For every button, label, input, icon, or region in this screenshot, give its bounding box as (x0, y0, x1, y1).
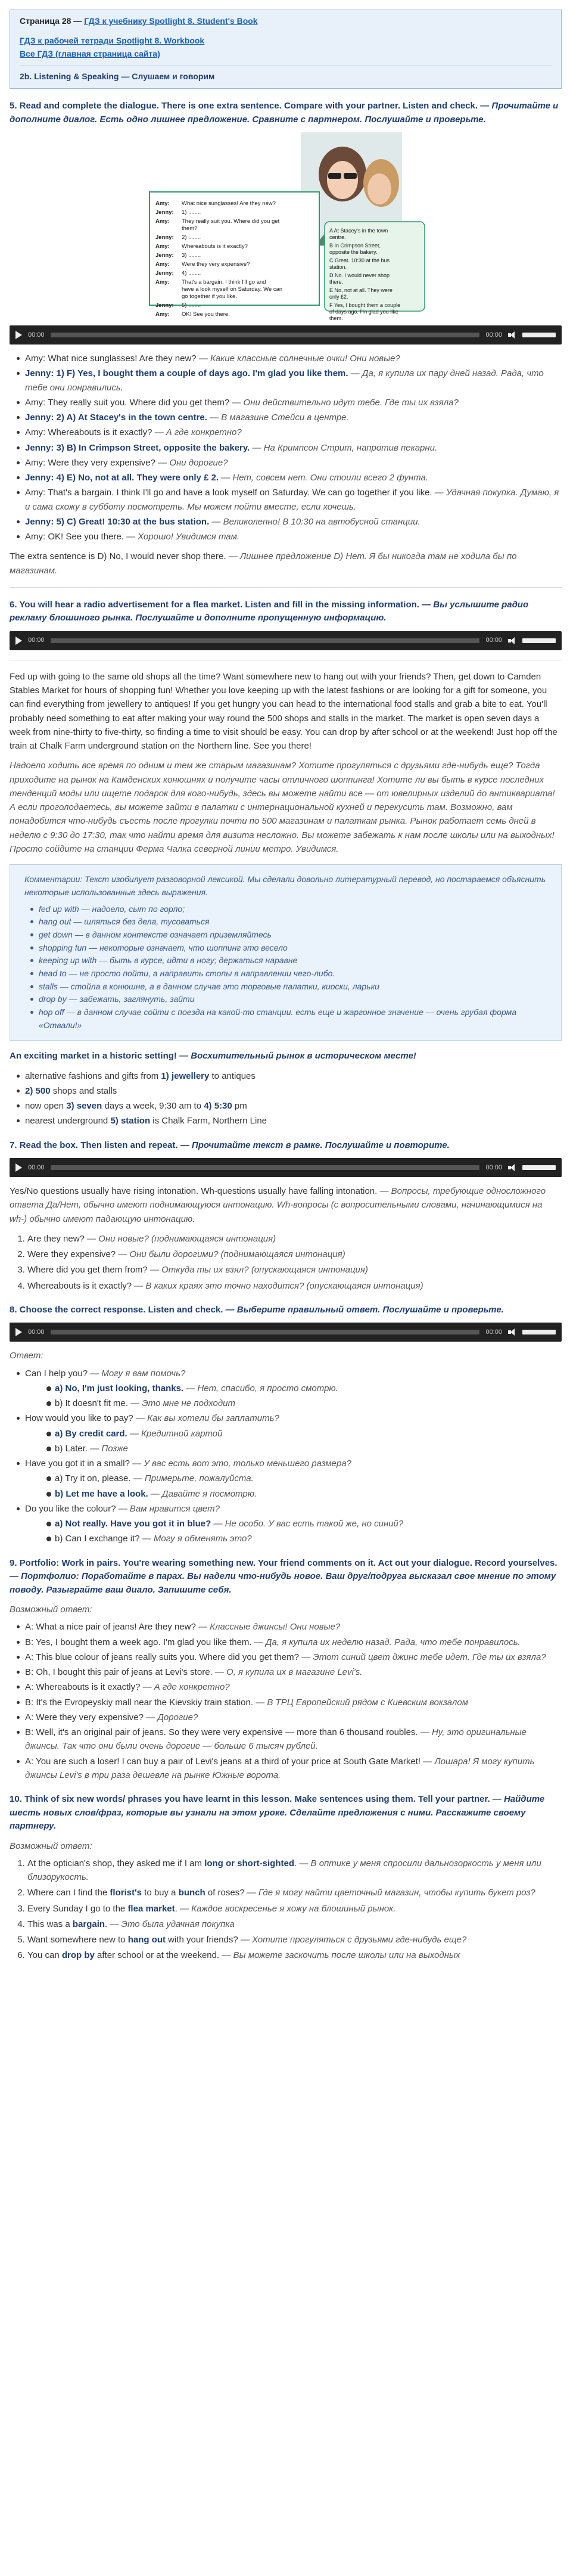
response-option: b) Can I exchange it? — Могу я обменять это? (46, 1532, 562, 1545)
dialogue-answer: Jenny: 3) B) In Crimpson Street, opposite the bakery. — На Кримпсон Стрит, напротив пекарни. (17, 441, 562, 455)
response-options (25, 1382, 562, 1411)
book-speaker: Jenny: (155, 302, 174, 309)
book-line: 5) ........ (181, 302, 201, 309)
response-option: a) Try it on, please. — Примерьте, пожалуйста. (46, 1472, 562, 1485)
book-speaker: Amy: (155, 200, 170, 207)
textbook-illustration-svg (146, 132, 426, 322)
intonation-item: 2. Were they expensive? — Они были дорогими? (поднимающаяся интонация) (27, 1247, 562, 1261)
volume-icon[interactable] (508, 1329, 516, 1336)
book-line: go together if you like. (181, 293, 237, 300)
book-speaker: Jenny: (155, 270, 174, 277)
ex8-title: 8. Choose the correct response. Listen and check. — Выберите правильный ответ. Послушайте и проверьте. (10, 1304, 504, 1315)
book-line: 1) ........ (181, 209, 201, 216)
ex5-extra-sentence: The extra sentence is D) No, I would never shop there. — Лишнее предложение D) Нет. Я бы никогда там не ходила бы по магазинам. (10, 551, 517, 576)
ex7-title: 7. Read the box. Then listen and repeat. — Прочитайте текст в рамке. Послушайте и повторите. (10, 1140, 450, 1150)
page-title (20, 15, 552, 30)
dialogue-answer: Jenny: 5) C) Great! 10:30 at the bus station. — Великолепно! В 10:30 на автобусной станции. (17, 515, 562, 529)
book-line: have a look myself on Saturday. We can (181, 286, 282, 293)
comment-item: hop off — в данном случае сойти с поезда на какой-то станции. есть еще и жаргонное значение — очень грубая форма «Отвали!» (30, 1006, 550, 1032)
volume-icon[interactable] (508, 1164, 516, 1171)
comment-item: head to — не просто пойти, а направить стопы в направлении чего-либо. (30, 967, 550, 980)
divider (10, 587, 562, 588)
sentence-item: 5. Want somewhere new to hang out with your friends? — Хотите прогуляться с друзьями где-нибудь еще? (27, 1933, 562, 1947)
comment-item: drop by — забежать, заглянуть, зайти (30, 993, 550, 1006)
dialogue-line: A: Whereabouts is it exactly? — А где конкретно? (17, 1680, 562, 1694)
ex9-title: 9. Portfolio: Work in pairs. You're wearing something new. Your friend comments on it. Act out your dialogue. Record yourselves. — Портфолио: Поработайте в парах. Вы надели что-нибудь новое. Ваш друг/подруга высказал свое мнение по этому поводу. Разыграйте ваш диало. Запишите себя. (10, 1557, 557, 1595)
ex5-title-en: 5. Read and complete the dialogue. There is one extra sentence. Compare with your partner. Listen and check. (10, 101, 478, 111)
book-speaker: Amy: (155, 218, 170, 225)
comment-item: hang out — шляться без дела, тусоваться (30, 915, 550, 929)
book-line: 4) ........ (181, 270, 201, 277)
ex5-title-ru: — Прочитайте и дополните диалог. Есть одно лишнее предложение. Сравните с партнером. Послушайте и проверьте. (10, 101, 559, 125)
response-correct: a) Not really. Have you got it in blue? — Не особо. У вас есть такой же, но синий? (46, 1517, 562, 1531)
volume-slider[interactable] (522, 1330, 556, 1334)
ex9-dialogue (10, 1620, 562, 1782)
book-speaker: Amy: (155, 243, 170, 250)
dialogue-line: B: Well, it's an original pair of jeans. So they were very expensive — more than 6 thousand roubles. — Ну, это оригинальные джинсы. Так что они были очень дорогие — больше 6 тысяч рублей. (17, 1725, 562, 1753)
dialogue-line: Amy: That's a bargain. I think I'll go and have a look myself on Saturday. We can go together if you like. — Удачная покупка. Думаю, я и сама схожу в субботу посмотреть. Мы можем пойти вместе, если хочешь. (17, 486, 562, 514)
possible-answer-label: Возможный ответ: (10, 1604, 92, 1615)
book-speaker: Amy: (155, 311, 170, 318)
book-speaker: Jenny: (155, 234, 174, 241)
sentence-item: 1. At the optician's shop, they asked me if I am long or short-sighted. — В оптике у меня спросили дальнозоркость у меня или близорукость. (27, 1857, 562, 1885)
dialogue-line: Amy: OK! See you there. — Хорошо! Увидимся там. (17, 530, 562, 544)
book-option: there. (329, 279, 343, 285)
comment-item: shopping fun — некоторые означает, что шоппинг это весело (30, 942, 550, 955)
dialogue-line: A: This blue colour of jeans really suits you. Where did you get them? — Этот синий цвет джинс тебе идет. Где ты их взяла? (17, 1650, 562, 1664)
related-links (20, 30, 552, 66)
book-line: What nice sunglasses! Are they new? (181, 200, 276, 207)
book-option: station. (329, 264, 347, 271)
comment-list (24, 903, 550, 1032)
ex7-intro: Yes/No questions usually have rising intonation. Wh-questions usually have falling intonation. — Вопросы, требующие односложного ответа Да/Нет, обычно имеют поднимающуюся интонацию. Wh-вопросы (с вопросительными словами, начинающимися на wh-) обычно имеют падающую интонацию. (10, 1186, 546, 1224)
ex5-dialogue (10, 352, 562, 544)
comment-item: fed up with — надоело, сыт по горло; (30, 903, 550, 916)
book-option: only £2. (329, 294, 348, 300)
ex5-title (10, 100, 562, 126)
sentence-item: 4. This was a bargain. — Это была удачная покупка (27, 1917, 562, 1931)
book-line: They really suit you. Where did you get (181, 218, 279, 225)
book-option: centre. (329, 234, 346, 241)
ex6-text-ru: Надоело ходить все время по одним и тем же старым магазинам? Хотите прогуляться с друзьями где-нибудь еще? Тогда приходите на рынок на Камденских конюшнях и получите часы отличного шоппинга! Хотите ли вы быть в курсе последних тенденций моды или ищете подарок для кого-нибудь, здесь вы можете найти все — от ювелирных изделий до антиквариата! А если проголодаетесь, вы можете зайти в палатки с интернациональной кухней и перекусить там. Возможно, вам понадобится что-нибудь съесть после прогулки почти по 500 магазинам и палаткам рынка. Рынок работает семь дней в неделю с 9:30 до 17:30, так что найти время для визита несложно. Вы можете забежать к нам после школы или на выходных! Просто сойдите на станции Ферма Чалка северной линии метро. Увидимся. (10, 761, 555, 854)
seek-bar[interactable] (51, 1330, 480, 1334)
volume-slider[interactable] (522, 333, 556, 337)
intonation-item: 4. Whereabouts is it exactly? — В каких краях это точно находится? (опускающаяся интонация) (27, 1279, 562, 1293)
duration: 00:00 (485, 331, 502, 339)
girl-face (327, 161, 358, 199)
ex10-sentences (10, 1857, 562, 1963)
response-option: b) It doesn't fit me. — Это мне не подходит (46, 1396, 562, 1410)
textbook-illustration (146, 132, 426, 322)
audio-player-1[interactable] (10, 325, 562, 344)
ex6-facts (10, 1069, 562, 1128)
seek-bar[interactable] (51, 1165, 480, 1170)
play-icon[interactable] (15, 1328, 22, 1336)
current-time: 00:00 (28, 1328, 45, 1336)
section-title: 2b. Listening & Speaking — Слушаем и говорим (20, 65, 552, 88)
book-option: A At Stacey's in the town (329, 228, 388, 234)
book-speaker: Amy: (155, 279, 170, 286)
current-time: 00:00 (28, 1163, 45, 1171)
dialogue-line: A: You are such a loser! I can buy a pair of Levi's jeans at a third of your price at South Gate Market! — Лошара! Я могу купить джинсы Levi's в три раза дешевле на рынке Южные ворота. (17, 1755, 562, 1783)
comment-item: keeping up with — быть в курсе, идти в ногу; держаться наравне (30, 954, 550, 967)
book-option: E No, not at all. They were (329, 287, 393, 294)
fact-item: 2) 500 shops and stalls (17, 1084, 562, 1098)
home-link[interactable]: Все ГДЗ (главная страница сайта) (20, 49, 160, 59)
page-number: Страница 28 — (20, 16, 85, 26)
book-speaker: Jenny: (155, 252, 174, 259)
dialogue-line: Amy: What nice sunglasses! Are they new? — Какие классные солнечные очки! Они новые? (17, 352, 562, 365)
dialogue-line: Amy: They really suit you. Where did you get them? — Они действительно идут тебе. Где ты их взяла? (17, 396, 562, 409)
duration: 00:00 (485, 637, 502, 644)
book-option: opposite the bakery. (329, 249, 377, 256)
sentence-item: 6. You can drop by after school or at the weekend. — Вы можете заскочить после школы или на выходных (27, 1948, 562, 1962)
ex6-heading: An exciting market in a historic setting! — Восхитительный рынок в историческом месте! (10, 1051, 416, 1062)
possible-answer-label: Возможный ответ: (10, 1841, 92, 1851)
sentence-item: 2. Where can I find the florist's to buy a bunch of roses? — Где я могу найти цветочный магазин, чтобы купить букет роз? (27, 1886, 562, 1900)
dialogue-line: Amy: Whereabouts is it exactly? — А где конкретно? (17, 426, 562, 439)
current-time: 00:00 (28, 331, 45, 339)
book-option: them. (329, 315, 343, 322)
question-item: Do you like the colour? — Вам нравится цвет? a) Not really. Have you got it in blue? — Не особо. У вас есть такой же, но синий? b) Can I exchange it? — Могу я обменять это? (17, 1502, 562, 1546)
comment-intro: Комментарии: Текст изобилует разговорной лексикой. Мы сделали довольно литературный перевод, но постараемся объяснить некоторые использованные здесь выражения. (24, 874, 546, 897)
answer-label: Ответ: (10, 1351, 43, 1361)
volume-icon[interactable] (508, 331, 516, 339)
dialogue-line: A: What a nice pair of jeans! Are they new? — Классные джинсы! Они новые? (17, 1620, 562, 1634)
seek-bar[interactable] (51, 638, 480, 643)
dialogue-line: Amy: Were they very expensive? — Они дорогие? (17, 456, 562, 470)
response-option: b) Later. — Позже (46, 1442, 562, 1455)
ex7-list (10, 1232, 562, 1293)
book-option: F Yes, I bought them a couple (329, 302, 400, 309)
fact-item: alternative fashions and gifts from 1) jewellery to antiques (17, 1069, 562, 1083)
response-correct: a) No, I'm just looking, thanks. — Нет, спасибо, я просто смотрю. (46, 1382, 562, 1395)
question-item: Have you got it in a small? — У вас есть вот это, только меньшего размера? a) Try it on, please. — Примерьте, пожалуйста. b) Let me have a look. — Давайте я посмотрю. (17, 1457, 562, 1501)
ex8-answers (10, 1367, 562, 1546)
current-time: 00:00 (28, 637, 45, 644)
students-book-link[interactable]: ГДЗ к учебнику Spotlight 8. Student's Book (84, 16, 258, 26)
response-options (25, 1427, 562, 1456)
book-option: B In Crimpson Street, (329, 243, 381, 249)
book-line: Whereabouts is it exactly? (181, 243, 248, 250)
dialogue-answer: Jenny: 4) E) No, not at all. They were only £ 2. — Нет, совсем нет. Они стоили всего 2 фунта. (17, 471, 562, 485)
duration: 00:00 (485, 1163, 502, 1171)
dialogue-line: B: Yes, I bought them a week ago. I'm glad you like them. — Да, я купила их неделю назад. Рада, что тебе понравилось. (17, 1635, 562, 1649)
audio-player-4[interactable] (10, 1323, 562, 1342)
duration: 00:00 (485, 1328, 502, 1336)
book-option: D No. I would never shop (329, 272, 390, 279)
comment-item: get down — в данном контексте означает приземляйтесь (30, 929, 550, 942)
ex6-title: 6. You will hear a radio advertisement for a flea market. Listen and fill in the missing information. — Вы услышите радио рекламу блошиного рынка. Послушайте и дополните пропущенную информацию. (10, 599, 529, 623)
navigation-box (10, 10, 562, 89)
sentence-item: 3. Every Sunday I go to the flea market. — Каждое воскресенье я хожу на блошиный рынок. (27, 1902, 562, 1916)
book-option: of days ago. I'm glad you like (329, 309, 398, 315)
dialogue-answer: Jenny: 1) F) Yes, I bought them a couple of days ago. I'm glad you like them. — Да, я купила их пару дней назад. Рада, что тебе они понравились. (17, 367, 562, 395)
book-speaker: Jenny: (155, 209, 174, 216)
book-line: Were they very expensive? (181, 261, 250, 268)
response-correct: b) Let me have a look. — Давайте я посмотрю. (46, 1487, 562, 1501)
question-item: Can I help you? — Могу я вам помочь? a) No, I'm just looking, thanks. — Нет, спасибо, я просто смотрю. b) It doesn't fit me. — Это мне не подходит (17, 1367, 562, 1411)
play-icon[interactable] (15, 1163, 22, 1172)
book-line: 3) ........ (181, 252, 201, 259)
book-line: them? (181, 225, 197, 232)
dialogue-line: A: Were they very expensive? — Дорогие? (17, 1711, 562, 1724)
intonation-item: 3. Where did you get them from? — Откуда ты их взял? (опускающаяся интонация) (27, 1263, 562, 1277)
response-options (25, 1472, 562, 1501)
friend-face (367, 173, 391, 204)
audio-player-2[interactable] (10, 631, 562, 650)
comment-box (10, 864, 562, 1041)
audio-player-3[interactable] (10, 1158, 562, 1177)
play-icon[interactable] (15, 331, 22, 339)
book-speaker: Amy: (155, 261, 170, 268)
sunglasses-icon (328, 173, 341, 179)
volume-slider[interactable] (522, 638, 556, 643)
workbook-link[interactable]: ГДЗ к рабочей тетради Spotlight 8. Workbook (20, 35, 205, 45)
response-options (25, 1517, 562, 1546)
dialogue-line: B: It's the Evropeyskiy mall near the Kievskiy train station. — В ТРЦ Европейский рядом с Киевским вокзалом (17, 1696, 562, 1709)
book-line: OK! See you there. (181, 311, 230, 318)
ex6-text-en: Fed up with going to the same old shops all the time? Want somewhere new to hang out with your friends? Then, get down to Camden Stables Market for hours of shopping fun! Whether you love keeping up with the latest fashions or are looking for a gift for someone, you can find everything from jewellery to antiques! If you get hungry you can head to the international food stalls and grab a bite to eat. You'll probably need something to eat after making your way round the 500 shops and stalls in the market. The market is open seven days a week from nine-thirty to five-thirty, so finding a time to visit should be easy. You can drop by after school or at the weekend! Just hop off the train at Chalk Farm underground station on the Northern line. See you there! (10, 671, 557, 752)
book-line: 2) ........ (181, 234, 201, 241)
volume-icon[interactable] (508, 637, 516, 644)
dialogue-line: B: Oh, I bought this pair of jeans at Levi's store. — О, я купила их в магазине Levi's. (17, 1665, 562, 1679)
fact-item: now open 3) seven days a week, 9:30 am to 4) 5:30 pm (17, 1099, 562, 1113)
volume-slider[interactable] (522, 1165, 556, 1170)
response-correct: a) By credit card. — Кредитной картой (46, 1427, 562, 1441)
fact-item: nearest underground 5) station is Chalk Farm, Northern Line (17, 1114, 562, 1128)
dialogue-answer: Jenny: 2) A) At Stacey's in the town centre. — В магазине Стейси в центре. (17, 411, 562, 424)
ex10-title: 10. Think of six new words/ phrases you have learnt in this lesson. Make sentences using them. Tell your partner. — Найдите шесть новых слов/фраз, которые вы узнали на этом уроке. Сделайте предложения с ними. Расскажите своему партнеру. (10, 1794, 545, 1832)
play-icon[interactable] (15, 637, 22, 645)
question-item: How would you like to pay? — Как вы хотели бы заплатить? a) By credit card. — Кредитной картой b) Later. — Позже (17, 1411, 562, 1455)
comment-item: stalls — стойла в конюшне, а в данном случае это торговые палатки, киоски, ларьки (30, 980, 550, 994)
intonation-item: 1. Are they new? — Они новые? (поднимающаяся интонация) (27, 1232, 562, 1246)
seek-bar[interactable] (51, 333, 480, 337)
book-line: That's a bargain. I think I'll go and (181, 279, 266, 286)
book-option: C Great. 10:30 at the bus (329, 257, 390, 264)
